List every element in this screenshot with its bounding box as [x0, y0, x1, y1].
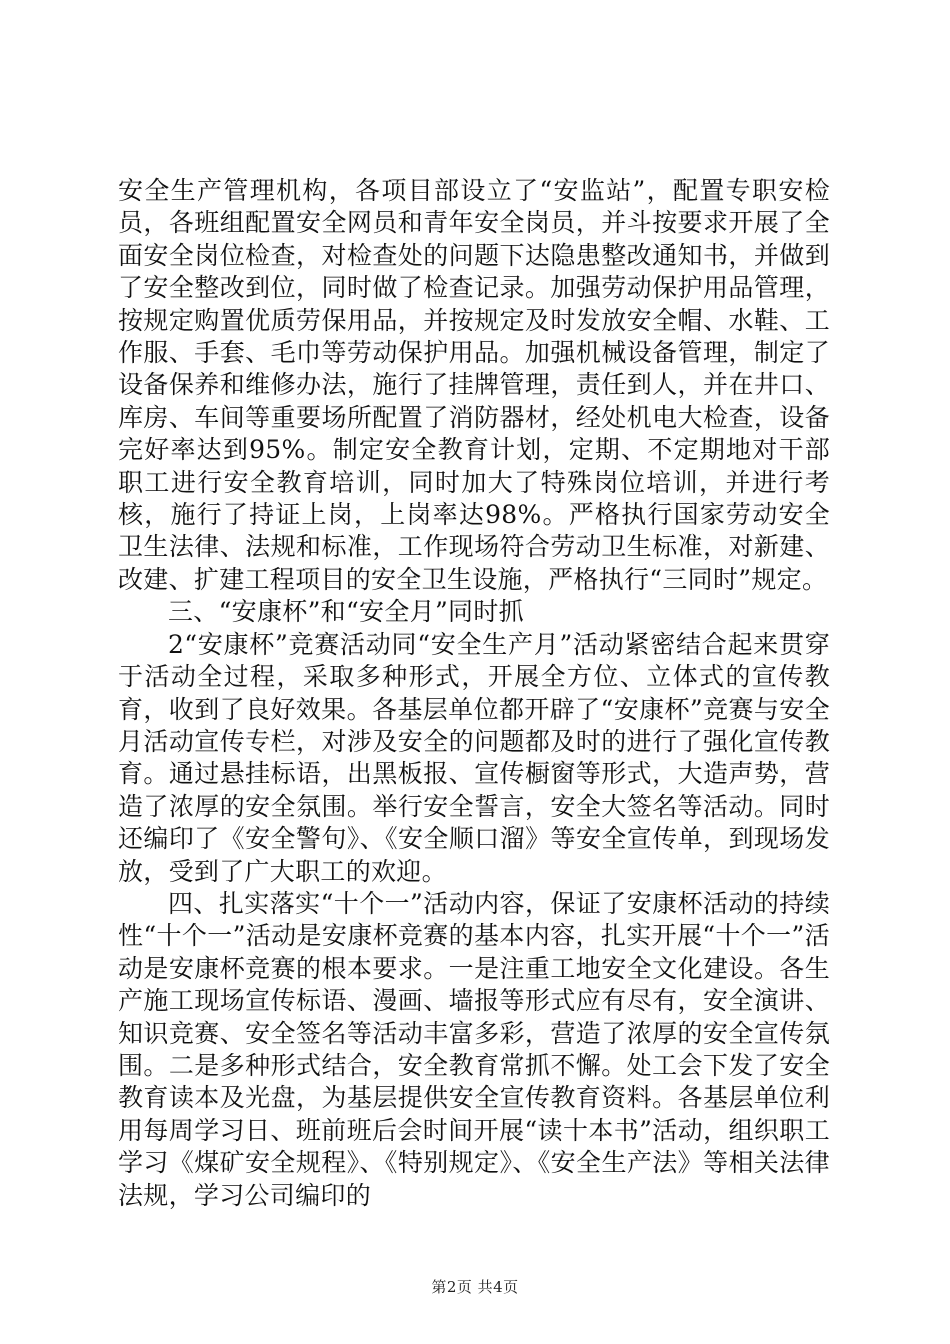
document-body — [118, 175, 830, 1212]
paragraph-ten-ones: 四、扎实落实“十个一”活动内容，保证了安康杯活动的持续性“十个一”活动是安康杯竞赛的基本内容，扎实开展“十个一”活动是安康杯竞赛的根本要求。一是注重工地安全文化建设。各生产施工现场宣传标语、漫画、墙报等形式应有尽有，安全演讲、知识竞赛、安全签名等活动丰富多彩，营造了浓厚的安全宣传氛围。二是多种形式结合，安全教育常抓不懈。处工会下发了安全教育读本及光盘，为基层提供安全宣传教育资料。各基层单位利用每周学习日、班前班后会时间开展“读十本书”活动，组织职工学习《煤矿安全规程》、《特别规定》、《安全生产法》等相关法律法规，学习公司编印的 — [118, 888, 830, 1210]
paragraph-ankang-cup: 2“安康杯”竞赛活动同“安全生产月”活动紧密结合起来贯穿于活动全过程，采取多种形式，开展全方位、立体式的宣传教育，收到了良好效果。各基层单位都开辟了“安康杯”竞赛与安全月活动宣传专栏，对涉及安全的问题都及时的进行了强化宣传教育。通过悬挂标语，出黑板报、宣传橱窗等形式，大造声势，营造了浓厚的安全氛围。举行安全誓言，安全大签名等活动。同时还编印了《安全警句》、《安全顺口溜》等安全宣传单，到现场发放，受到了广大职工的欢迎。 — [118, 629, 830, 886]
paragraph-safety-management: 安全生产管理机构，各项目部设立了“安监站”，配置专职安检员，各班组配置安全网员和青年安全岗员，并斗按要求开展了全面安全岗位检查，对检查处的问题下达隐患整改通知书，并做到了安全整改到位，同时做了检查记录。加强劳动保护用品管理，按规定购置优质劳保用品，并按规定及时发放安全帽、水鞋、工作服、手套、毛巾等劳动保护用品。加强机械设备管理，制定了设备保养和维修办法，施行了挂牌管理，责任到人，并在井口、库房、车间等重要场所配置了消防器材，经处机电大检查，设备完好率达到95%。制定安全教育计划，定期、不定期地对干部职工进行安全教育培训，同时加大了特殊岗位培训，并进行考核，施行了持证上岗，上岗率达98%。严格执行国家劳动安全卫生法律、法规和标准，工作现场符合劳动卫生标准，对新建、改建、扩建工程项目的安全卫生设施，严格执行“三同时”规定。 — [118, 176, 830, 594]
page-footer: 第2页 共4页 — [431, 1278, 519, 1296]
section-heading-three: 三、“安康杯”和“安全月”同时抓 — [168, 597, 524, 627]
